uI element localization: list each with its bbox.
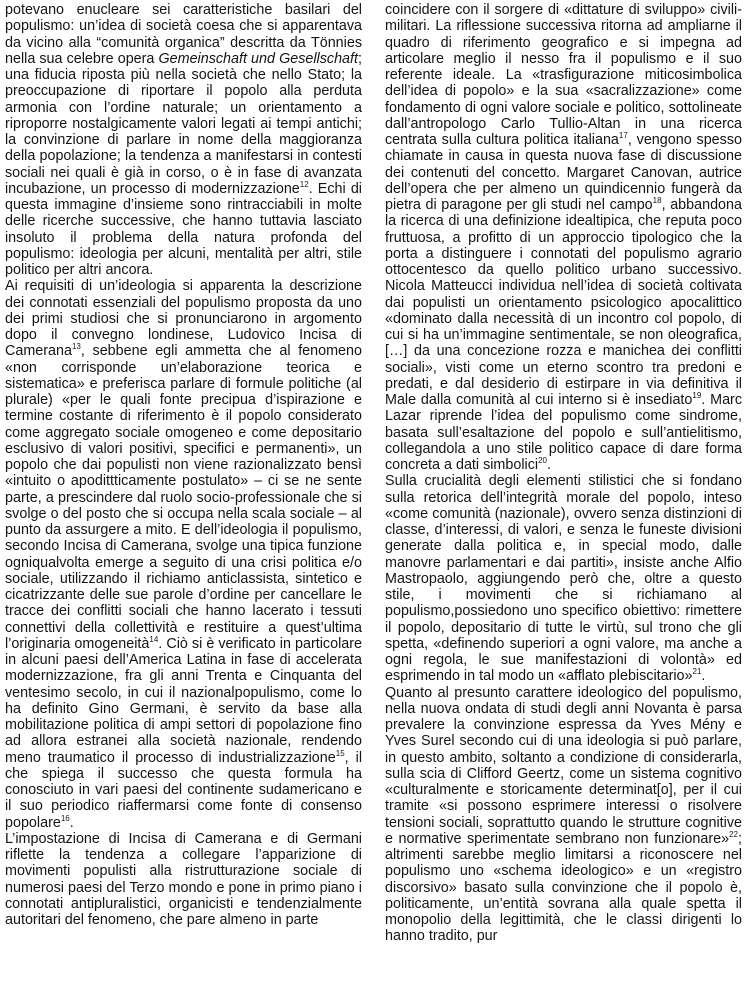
text-run: Ai requisiti di un’ideologia si apparenta la descrizione dei connotati essenziali del populismo proposta da uno dei primi studiosi che si pronunciarono in argomento dopo il convegno londinese, Ludovico Incisa di Camerana bbox=[5, 278, 362, 360]
text-run: , vengono spesso chiamate in causa in questa nuova fase di discussione dei contenuti del concetto. Margaret Canovan, autrice dell’opera che per almeno un quindicennio fungerà da pietra di paragone per gli studi nel campo bbox=[385, 132, 742, 213]
italic-title: Gemeinschaft und Gesellschaft bbox=[158, 50, 358, 67]
text-run: . Marc Lazar riprende l’idea del populismo come sindrome, basata sull’esaltazione del popolo e sull’antielitismo, collegandola a uno stile politico capace di dare forma concreta a dati simbolici bbox=[385, 392, 742, 473]
text-run: , abbandona la ricerca di una definizione idealtipica, che reputa poco fruttuosa, a profitto di un approccio tipologico che la porta a distinguere i connotati del populismo agrario ottocentesco da quello politico urbano successivo. Nicola Matteucci individua nell’idea di società coltivata dai populisti un orientamento psicologico apocalittico «dominato dalla necessità di un incontro col popolo, di cui si ha un’immagine sentimentale, se non oleografica, […] da una concezione rozza e manichea dei conflitti sociali», visti come un eterno scontro tra predoni e predati, e dal desiderio di estirpare in via definitiva il Male dalla comunità al cui interno si è insediato bbox=[385, 197, 742, 408]
footnote-ref: 22 bbox=[729, 829, 738, 839]
text-run: potevano enucleare sei caratteristiche basilari del populismo: un’idea di società coesa che si apparentava da vicino alla “comunità organica” descritta da Tönnies nella sua celebre opera bbox=[5, 2, 362, 67]
footnote-ref: 15 bbox=[335, 748, 345, 758]
text-run: ; altrimenti sarebbe meglio limitarsi a riconoscere nel populismo uno «schema ideologico» e un «registro discorsivo» basato sulla convinzione che il popolo è, politicamente, un’entità sovrana alla quale spetta il monopolio della legittimità, che le classi dirigenti lo hanno tradito, pur bbox=[385, 830, 742, 945]
text-run: coincidere con il sorgere di «dittature di sviluppo» civili-militari. La riflessione successiva ritorna ad ampliarne il quadro di riferimento geografico e si impegna ad articolare meglio il nesso fra il populismo e il suo referente ideale. La «trasfigurazione miticosimbolica dell’idea di popolo» e la sua «sacralizzazione» come fondamento di ogni valore sociale e politico, sottolineate dall’antropologo Carlo Tullio-Altan in una ricerca centrata sulla cultura politica italiana bbox=[385, 2, 742, 148]
footnote-ref: 16 bbox=[60, 813, 70, 823]
text-run: . bbox=[546, 457, 551, 473]
paragraph bbox=[5, 831, 362, 929]
text-run: Quanto al presunto carattere ideologico del populismo, nella nuova ondata di studi degli anni Novanta è parsa prevalere la convinzione espressa da Yves Mény e Yves Surel secondo cui di una ideologia si può parlare, in questo ambito, soltanto a condizione di considerarla, sulla scia di Clifford Geertz, come un sistema cognitivo «culturalmente e storicamente determinat[o], per il cui tramite «si possono esprimere interessi o risolvere tensioni sociali, soprattutto quando le strutture cognitive e normative sperimentate sembrano non funzionare» bbox=[385, 684, 742, 847]
footnote-ref: 19 bbox=[692, 391, 702, 401]
footnote-ref: 20 bbox=[538, 456, 547, 466]
footnote-ref: 21 bbox=[692, 667, 702, 677]
paragraph bbox=[5, 2, 362, 278]
paragraph bbox=[385, 473, 742, 684]
text-run: L’impostazione di Incisa di Camerana e di Germani riflette la tendenza a collegare l’apparizione di movimenti populisti alla ristrutturazione sociale di numerosi paesi del Terzo mondo e pone in primo piano i connotati antipluralistici, organicisti e tendenzialmente autoritari del fenomeno, che pare almeno in parte bbox=[5, 830, 362, 928]
paragraph bbox=[5, 278, 362, 831]
footnote-ref: 13 bbox=[71, 342, 81, 352]
text-column-right bbox=[385, 2, 742, 945]
paragraph bbox=[385, 685, 742, 945]
text-run: , il che spiega il successo che questa formula ha conosciuto in vari paesi del continente sudamericano e il suo periodico riaffermarsi come fonte di consenso popolare bbox=[5, 749, 363, 831]
text-run: . Ciò si è verificato in particolare in alcuni paesi dell’America Latina in fase di accelerata modernizzazione, fra gli anni Trenta e Cinquanta del ventesimo secolo, in cui il nazionalpopulismo, come lo ha definito Gino Germani, è servito da base alla mobilitazione politica di ampi settori di popolazione fino ad allora estranei alla società nazionale, rendendo meno traumatico il processo di industrializzazione bbox=[5, 635, 362, 766]
footnote-ref: 12 bbox=[299, 179, 309, 189]
paragraph bbox=[385, 2, 742, 473]
text-run: ; una fiducia riposta più nella società che nello Stato; la preoccupazione di riportare il popolo alla perduta armonia con l’ordine naturale; un orientamento a riproporre nostalgicamente valori legati ai tempi antichi; la convinzione di parlare in nome della maggioranza della popolazione; la tendenza a manifestarsi in contesti sociali nei quali è già in corso, o è in fase di avanzata incubazione, un processo di modernizzazione bbox=[5, 50, 362, 197]
text-run: Sulla crucialità degli elementi stilistici che si fondano sulla retorica dell’integrità morale del popolo, inteso «come comunità (nazionale), ovvero senza distinzioni di classe, d’interessi, di valori, e senza le funeste divisioni generate dalla politica e, in special modo, dalle manovre parlamentari e dai partiti», insiste anche Alfio Mastropaolo, aggiungendo però che, oltre a questo stile, i movimenti che si richiamano al populismo,possiedono uno specifico obiettivo: rimettere il popolo, depositario di tutte le virtù, sul trono che gli spetta, «definendo superiori a ogni valore, ma anche a ogni regola, le sue manifestazioni di volontà» ed esprimendo in tal modo un «afflato plebiscitario» bbox=[385, 473, 742, 685]
footnote-ref: 18 bbox=[652, 196, 662, 206]
text-run: . Echi di questa immagine d’insieme sono rintracciabili in molte delle ricerche successive, che hanno tuttavia lasciato insoluto il problema della natura profonda del populismo: ideologia per alcuni, mentalità per altri, stile politico per altri ancora. bbox=[5, 180, 362, 278]
text-run: , sebbene egli ammetta che al fenomeno «non corrisponde un’elaborazione teorica e sistematica» e preferisca parlare di formule politiche (al plurale) «per le quali fonte precipua d’ispirazione e termine costante di riferimento è il popolo considerato come aggregato sociale omogeneo e come depositario esclusivo di valori positivi, specifici e permanenti», un popolo che dai populisti non viene razionalizzato bensì «intuito o apodittticamente postulato» – ci se ne sente parte, a prescindere dal ruolo socio-professionale che si svolge o del posto che si occupa nella scala sociale – al punto da assurgere a mito. E dell’ideologia il populismo, secondo Incisa di Camerana, svolge una tipica funzione ogniqualvolta emerge a seguito di una crisi politica e/o sociale, utilizzando il richiamo anticlassista, sintetico e cicatrizzante delle sue parole d’ordine per cancellare le tracce dei conflitti sociali che hanno lacerato i tessuti connettivi della collettività e restituire a quest’ultima l’originaria omogeneità bbox=[5, 343, 362, 652]
text-column-left bbox=[5, 2, 362, 928]
footnote-ref: 17 bbox=[618, 131, 628, 141]
text-run: . bbox=[701, 668, 706, 685]
text-run: . bbox=[69, 814, 74, 831]
footnote-ref: 14 bbox=[149, 634, 159, 644]
